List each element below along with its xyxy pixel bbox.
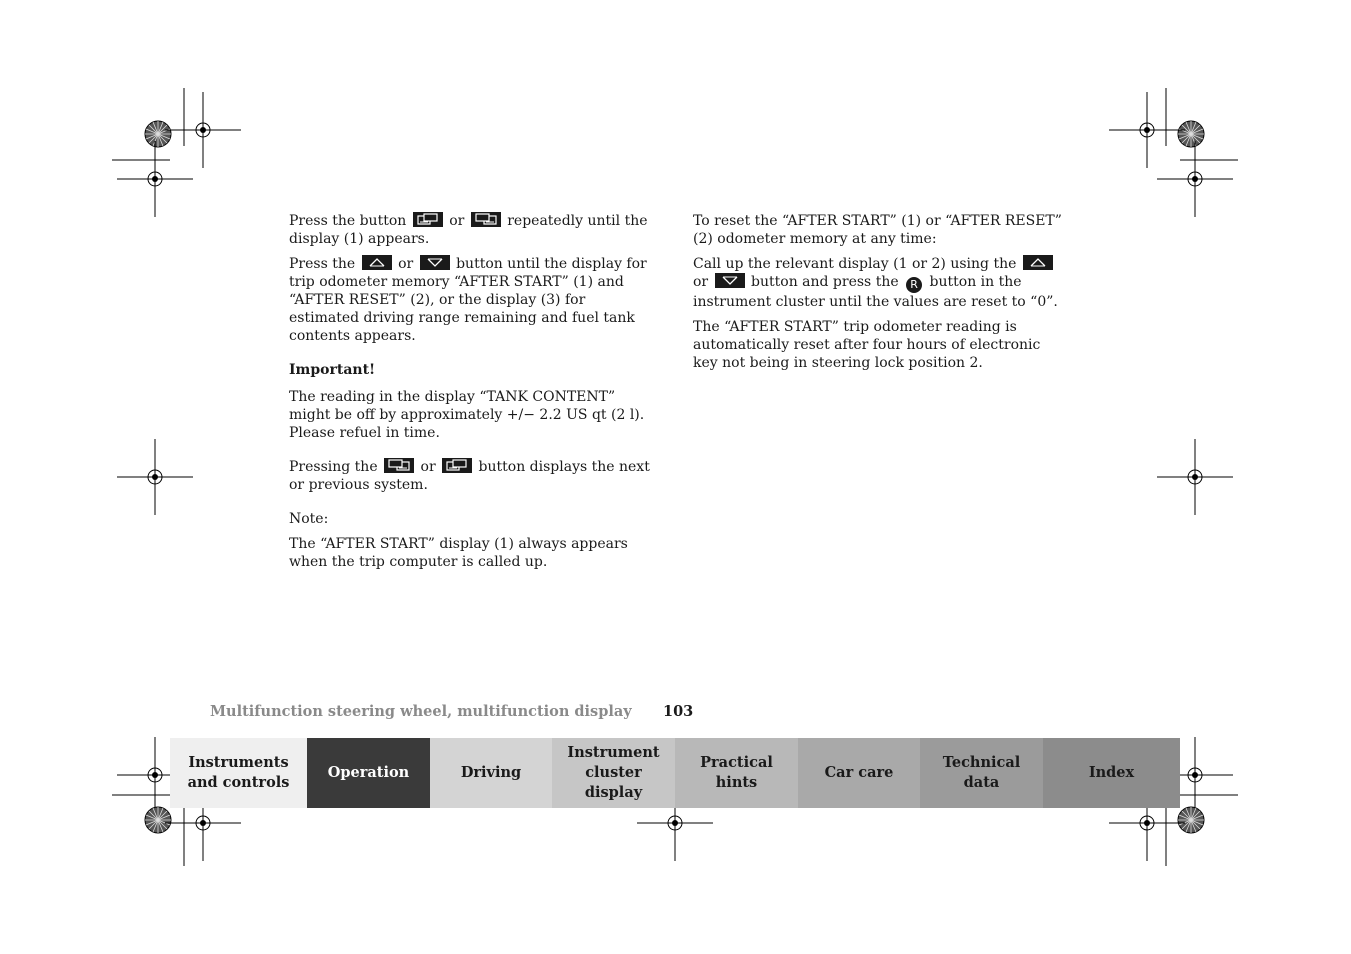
paragraph-note: The “AFTER START” display (1) always appears when the trip computer is called up.: [289, 536, 628, 570]
important-heading: Important!: [289, 362, 376, 378]
tab-driving[interactable]: Driving: [430, 738, 552, 808]
paragraph-press-arrows: Press the or button until the display for trip odometer memory “AFTER START” (1) and “AFTER RESET” (2), or the display (3) for estimated driving range remaining and fuel tank contents appears.: [289, 256, 647, 344]
display-forward-icon: [413, 212, 443, 227]
note-label: Note:: [289, 511, 329, 527]
right-column: [693, 212, 1063, 379]
left-column: [289, 212, 657, 578]
arrow-up-icon: [1023, 255, 1053, 270]
paragraph-reset-steps: Call up the relevant display (1 or 2) using the or button and press the R button in the instrument cluster until the values are reset to “0”.: [693, 256, 1058, 310]
tab-practical-hints[interactable]: Practical hints: [675, 738, 798, 808]
paragraph-press-button: Press the button or repeatedly until the display (1) appears.: [289, 213, 648, 247]
color-star-mark-top-left: [145, 121, 171, 147]
paragraph-auto-reset: The “AFTER START” trip odometer reading is automatically reset after four hours of electronic key not being in steering lock position 2.: [693, 319, 1041, 371]
section-title: Multifunction steering wheel, multifunction display: [210, 703, 632, 720]
display-back-icon: [384, 458, 414, 473]
color-star-mark-bottom-left: [145, 807, 171, 833]
paragraph-pressing-displays: Pressing the or button displays the next or previous system.: [289, 459, 650, 493]
page-number: 103: [663, 703, 694, 720]
paragraph-tank-content: The reading in the display “TANK CONTENT” might be off by approximately +/− 2.2 US qt (2 l). Please refuel in time.: [289, 389, 645, 441]
arrow-down-icon: [715, 273, 745, 288]
arrow-up-icon: [362, 255, 392, 270]
tab-index[interactable]: Index: [1043, 738, 1180, 808]
tab-technical-data[interactable]: Technical data: [920, 738, 1043, 808]
display-back-icon: [471, 212, 501, 227]
arrow-down-icon: [420, 255, 450, 270]
reset-r-icon: R: [906, 277, 922, 293]
display-forward-icon: [442, 458, 472, 473]
tab-instrument-cluster-display[interactable]: Instrument cluster display: [552, 738, 675, 808]
color-star-mark-bottom-right: [1178, 807, 1204, 833]
tab-instruments-and-controls[interactable]: Instruments and controls: [170, 738, 307, 808]
color-star-mark-top-right: [1178, 121, 1204, 147]
tab-operation[interactable]: Operation: [307, 738, 430, 808]
paragraph-reset-intro: To reset the “AFTER START” (1) or “AFTER RESET” (2) odometer memory at any time:: [693, 213, 1062, 247]
section-tabs: [170, 738, 1180, 808]
tab-car-care[interactable]: Car care: [798, 738, 920, 808]
